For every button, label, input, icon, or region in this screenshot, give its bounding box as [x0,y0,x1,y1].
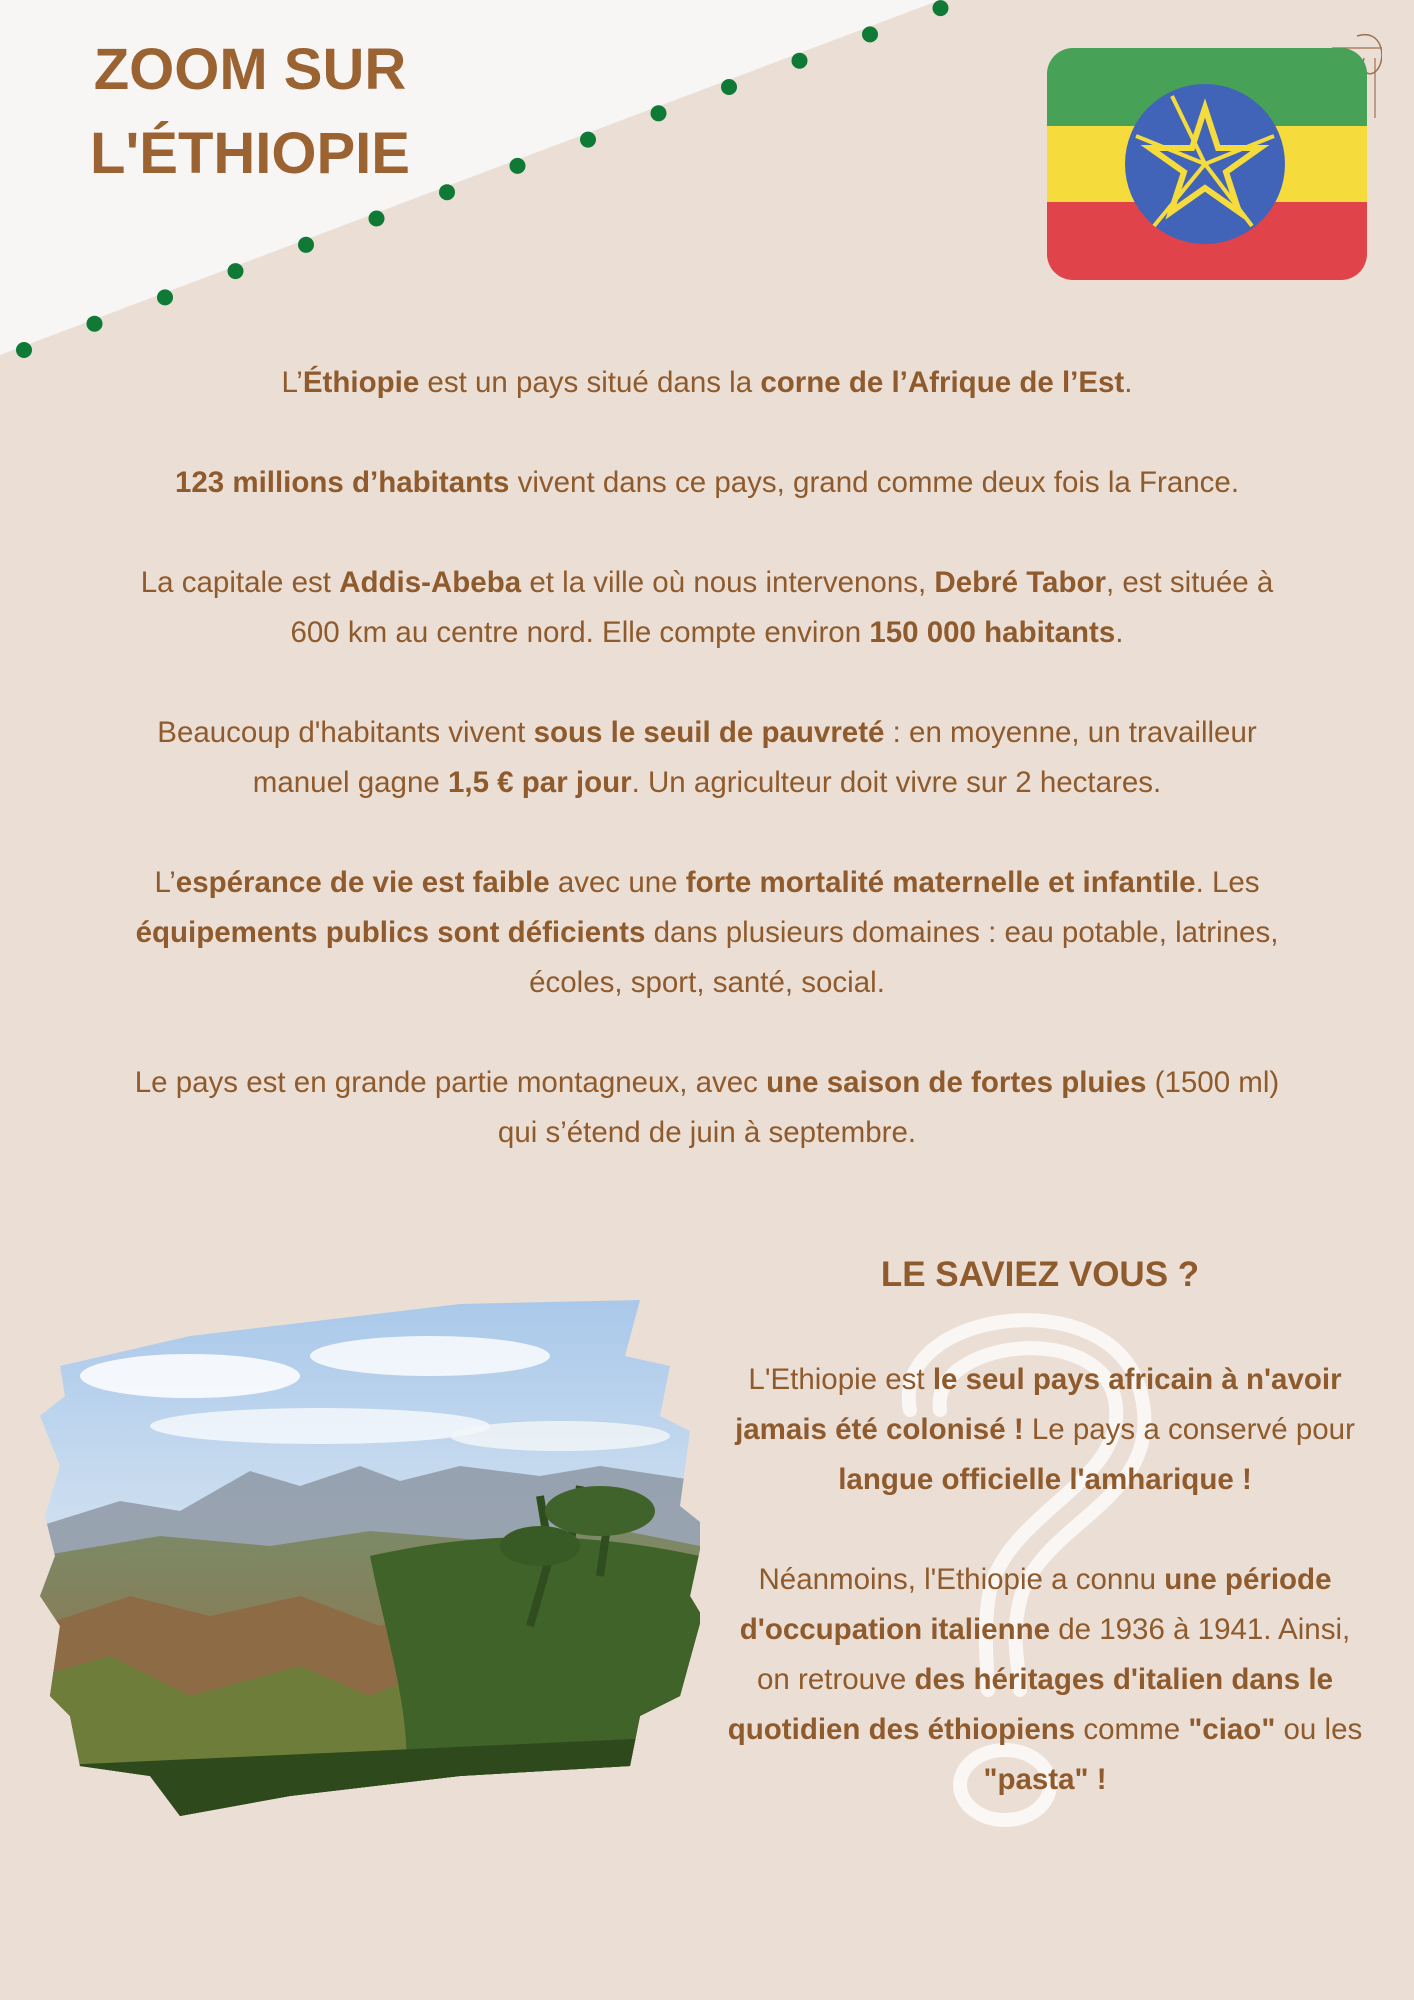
intro-paragraph-health [0,858,1414,1008]
intro-paragraph-climate [0,1058,1414,1158]
text-run: Néanmoins, l'Ethiopie a connu [758,1563,1165,1596]
text-run: . Un agriculteur doit vivre sur 2 hectares. [631,766,1162,799]
text-run: . Les [1195,866,1260,899]
text-run: de 1936 à 1941. Ainsi, on retrouve [757,1613,1351,1696]
text-run-bold: Debré Tabor [934,566,1106,599]
text-run-bold: sous le seuil de pauvreté [533,716,885,749]
decorative-dot [228,263,244,279]
did-you-know-title: LE SAVIEZ VOUS ? [880,1255,1200,1294]
decorative-dot [87,316,103,332]
decorative-dot [439,184,455,200]
text-run-bold: espérance de vie est faible [175,866,550,899]
text-run-bold: 150 000 habitants [869,616,1116,649]
text-run-bold: "pasta" ! [983,1763,1107,1796]
text-run: Le pays est en grande partie montagneux, avec [134,1066,767,1099]
text-run-bold: équipements publics sont déficients [135,916,646,949]
decorative-dot [298,237,314,253]
did-you-know-paragraph-italian [725,1555,1365,1805]
text-run: : en moyenne, un travailleur [884,716,1257,749]
did-you-know-paragraph-colonization [725,1355,1365,1505]
decorative-dot [721,79,737,95]
text-run: manuel gagne [252,766,448,799]
decorative-dot [369,211,385,227]
decorative-dot [16,342,32,358]
text-run: L'Ethiopie est [748,1363,933,1396]
text-run: . [1124,366,1133,399]
text-run: qui s’étend de juin à septembre. [497,1116,917,1149]
text-run-bold: forte mortalité maternelle et infantile [685,866,1196,899]
title-line-1: ZOOM SUR [93,37,407,102]
intro-text [0,358,1414,1208]
text-run: La capitale est [140,566,340,599]
text-run-bold: le seul pays africain à n'avoir jamais été colonisé ! [735,1363,1342,1446]
text-run: écoles, sport, santé, social. [529,966,885,999]
decorative-dot [862,26,878,42]
text-run-bold: corne de l’Afrique de l’Est [760,366,1125,399]
text-run-bold: langue officielle l'amharique ! [838,1463,1252,1496]
text-run: et la ville où nous intervenons, [521,566,935,599]
text-run-bold: 123 millions d’habitants [174,466,510,499]
title-line-2: L'ÉTHIOPIE [90,121,410,186]
text-run-bold: une période d'occupation italienne [739,1563,1332,1646]
text-run: , est située à [1105,566,1274,599]
text-run: (1500 ml) [1146,1066,1280,1099]
text-run-bold: 1,5 € par jour [447,766,632,799]
text-run-bold: des héritages d'italien dans le quotidien des éthiopiens [727,1663,1333,1746]
ethiopian-flag-icon [1042,18,1382,286]
text-run: comme [1075,1713,1189,1746]
text-run-bold: "ciao" [1188,1713,1276,1746]
text-run-bold: Addis-Abeba [339,566,522,599]
text-run: vivent dans ce pays, grand comme deux fois la France. [509,466,1240,499]
text-run: avec une [549,866,686,899]
decorative-dot [792,53,808,69]
intro-paragraph-capital [0,558,1414,658]
decorative-dot [933,0,949,16]
did-you-know-text [725,1355,1365,1855]
text-run: Beaucoup d'habitants vivent [157,716,534,749]
intro-paragraph-location [0,358,1414,408]
decorative-dot [651,105,667,121]
text-run: . [1115,616,1124,649]
decorative-dot [510,158,526,174]
intro-paragraph-population [0,458,1414,508]
text-run-bold: une saison de fortes pluies [766,1066,1147,1099]
text-run: L’ [281,366,303,399]
text-run: est un pays situé dans la [419,366,761,399]
text-run: ou les [1275,1713,1363,1746]
intro-paragraph-poverty [0,708,1414,808]
text-run-bold: Éthiopie [302,366,420,399]
text-run: L’ [154,866,176,899]
text-run: Le pays a conservé pour [1023,1413,1355,1446]
text-run: dans plusieurs domaines : eau potable, latrines, [645,916,1279,949]
decorative-dot [580,132,596,148]
page-title [70,28,430,196]
decorative-dot [157,289,173,305]
ethiopian-highlands-photo [40,1296,700,1816]
text-run: 600 km au centre nord. Elle compte environ [290,616,870,649]
